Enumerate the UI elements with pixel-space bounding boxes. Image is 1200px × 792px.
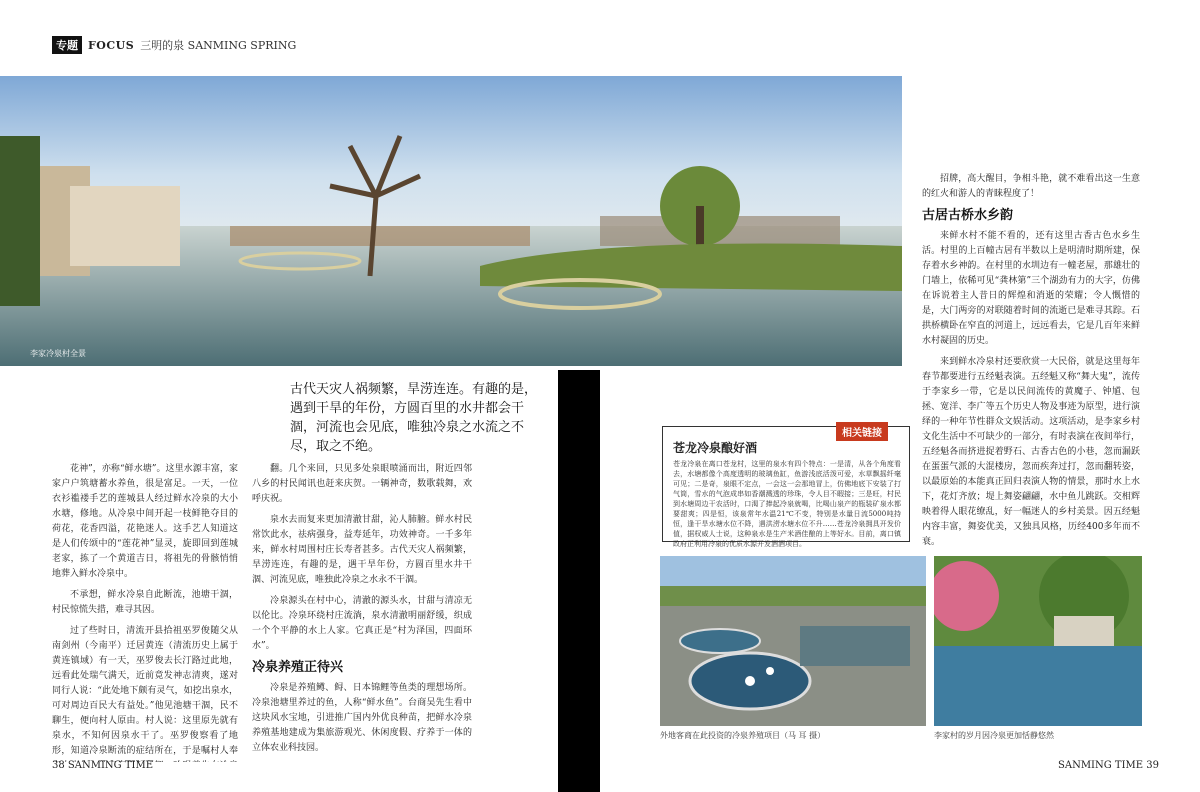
section-subtitle: 三明的泉 SANMING SPRING [140,39,297,52]
village-pond-caption: 李家村的岁月因冷泉更加恬静悠然 [934,731,1054,740]
fish-farm-photo [660,556,926,726]
section-tag: 专题 [52,36,82,54]
fish-farm-illustration [660,556,926,726]
main-panorama-photo [0,76,902,366]
paragraph: 招牌，高大醒目，争相斗艳，就不难看出这一生意的红火和游人的青睐程度了！ [922,174,1140,199]
paragraph: 翻。几个来回，只见多处泉眼喷涌而出，附近四邻八乡的村民闻讯也赶来庆贺。一辆神奇，数歌载舞，欢呼庆祝。 [252,464,472,504]
village-pond-photo [934,556,1142,726]
paragraph: 冷泉源头在村中心，清澈的源头水，甘甜与清凉无以伦比。冷泉环绕村庄流淌，泉水清澈明丽舒缓，织成一个个平静的水上人家。它真正是“村为泽国，四面环水”。 [252,596,472,651]
fish-farm-caption: 外地客商在此投资的冷泉养殖项目（马 耳 摄） [660,731,826,740]
focus-label: FOCUS [88,38,135,52]
page-gutter [558,370,600,792]
paragraph: 来到鲜水冷泉村还要欣赏一大民俗，就是这里每年春节都要进行五经魁表演。五经魁又称“舞大鬼”，流传于李家乡一带，它是以民间流传的黄魔子、钟馗、包拯、宽洋、李广等五个历史人物及事迹为原型，进行演绎的一种年节性群众文娱活动。这项活动，是李家乡村文化生活中不可缺少的一部分，有时表演在夜间举行，五经魁各而挤进捉着野石、古香古色的小巷，忽而漏跃在蛋蛋气派的大混楼房，忽而疾奔过打，忽而翻转姿，以最原始的本能真正回归表演人物的情景，那时水上水下，花灯齐放；堤上舞姿翩翩，水中鱼儿跳跃。交相辉映着得人眼花缭乱，好一幅迷人的乡村美景。因五经魁内容丰富，舞姿优美，又独具风格，历经400多年而不衰。 [922,357,1140,547]
related-link-badge: 相关链接 [836,422,888,441]
article-column-3 [922,172,1140,568]
section-heading: 冷泉养殖正待兴 [252,660,344,675]
article-column-2 [252,462,472,762]
panorama-illustration [0,76,902,366]
paragraph: 不承想，鲜水冷泉自此断流，池塘干涸，村民惊慌失措，难寻其因。 [52,590,238,615]
related-link-sidebar [662,426,910,548]
lead-quote: 古代天灾人祸频繁，旱涝连连。有趣的是，遇到干旱的年份，方圆百里的水井都会干涸，河流也会见底，唯独冷泉之水流之不尽，取之不绝。 [290,382,538,454]
main-photo-caption: 李家冷泉村全景 [30,349,86,358]
paragraph: 过了些时日，清流开县拾祖巫罗俊随父从南剑州（今南平）迁居黄连（清流历史上属于黄连镇域）有一天，巫罗俊去长汀路过此地，远看此处瑞气满天，近前竟发神志清爽，遂对同行人说：“此处地下颇有灵气，如挖出泉水，可对周边百民大有益处。”他见池塘干涸，民不聊生，便向村人原由。村人说：这里原先就有泉水，不知何因泉水干了。巫罗俊察看了地形，知道冷泉断流的症结所在，于是嘱村人奉 [52,626,238,756]
paragraph: 泉水去而复来更加清澈甘甜，沁人肺腑。鲜水村民常饮此水，祛病强身，益寿延年，功效神奇。一千多年来，鲜水村周围村庄长寿者甚多。古代天灾人祸频繁，旱涝连连，有趣的是，遇干旱年份，方圆百里水井干涸、河流见底，唯独此冷泉之水永不干涸。 [252,515,472,585]
section-heading: 古居古桥水乡韵 [922,208,1014,223]
article-column-1 [52,462,238,762]
sidebar-body: 苍龙冷泉在离口苍龙村，这里的泉水有四个特点：一是清，从各个角度看去，水塘都像个高度透明的玻璃鱼缸，鱼游浅底活泼可爱，水草飘摇纤毫可见；二是奇，泉眼不定点，一会这一会那地冒上，仿佛地底下安装了打气筒，雪水的气泡成串如香潮溅透的珍珠，令人目不暇接；三是旺，村民到水塘周边干农活时，口渴了捧起冷泉就喝，比喝山泉产的瓶装矿泉水都要甜爽；四是恒，该泉常年水温21℃不变，特别是水量日流5000吨持恒，逢干旱水塘水位不降，遇洪涝水塘水位不升……苍龙冷泉拥具开发价值，据权威人士说，这种泉水是生产米酒佳酿的上等好水。目前，离口镇政府正利用冷泉的优质水源开发酒酒项目。 [673,460,901,548]
page-number-right: SANMING TIME 39 [1058,760,1159,771]
village-pond-illustration [934,556,1142,726]
page-number-left: 38 SANMING TIME [52,760,153,771]
paragraph: 花神”，亦称“鲜水塘”。这里水源丰富，家家户户筑塘蓄水养鱼，很是富足。一天，一位衣衫褴褛手艺的莲城县人经过鲜水冷泉的大小水塘，修地。从冷泉中间开起一枝鲜艳夺目的荷花，花香四溢，花艳迷人。这手艺人知道这是人们传颂中的“莲花神”显灵，旋即回到莲城老家，拣了一个黄道吉日，将祖先的骨骸悄悄地葬入鲜水冷泉中。 [52,464,238,579]
paragraph: 来鲜水村不能不看的，还有这里古香古色水乡生活。村里的上百幢古居有半数以上是明清时期所建，保存着水乡神韵。在村里的水圳边有一幢老屋，那雄壮的门墙上，依稀可见“龚林第”三个湖劲有力的大字，仿佛在诉说着主人昔日的辉煌和消逝的荣耀；令人慨惜的是，大门两旁的对联随着时间的流逝已是难寻其踪。石拱桥横卧在窄直的河道上，远远看去，它是几百年来鲜水村凝固的历史。 [922,231,1140,346]
section-header [52,36,296,54]
sidebar-title: 苍龙冷泉酿好酒 [673,441,758,455]
paragraph: 冷泉是养殖鳟、鲟、日本锦鲤等鱼类的理想场所。冷泉池塘里养过的鱼，人称“鲜水鱼”。台商吴先生看中这块风水宝地，引进推广国内外优良种苗，把鲜水冷泉养殖基地建成为集旅游观光、休闲度假、疗养于一体的立体农业科技园。 [252,683,472,753]
